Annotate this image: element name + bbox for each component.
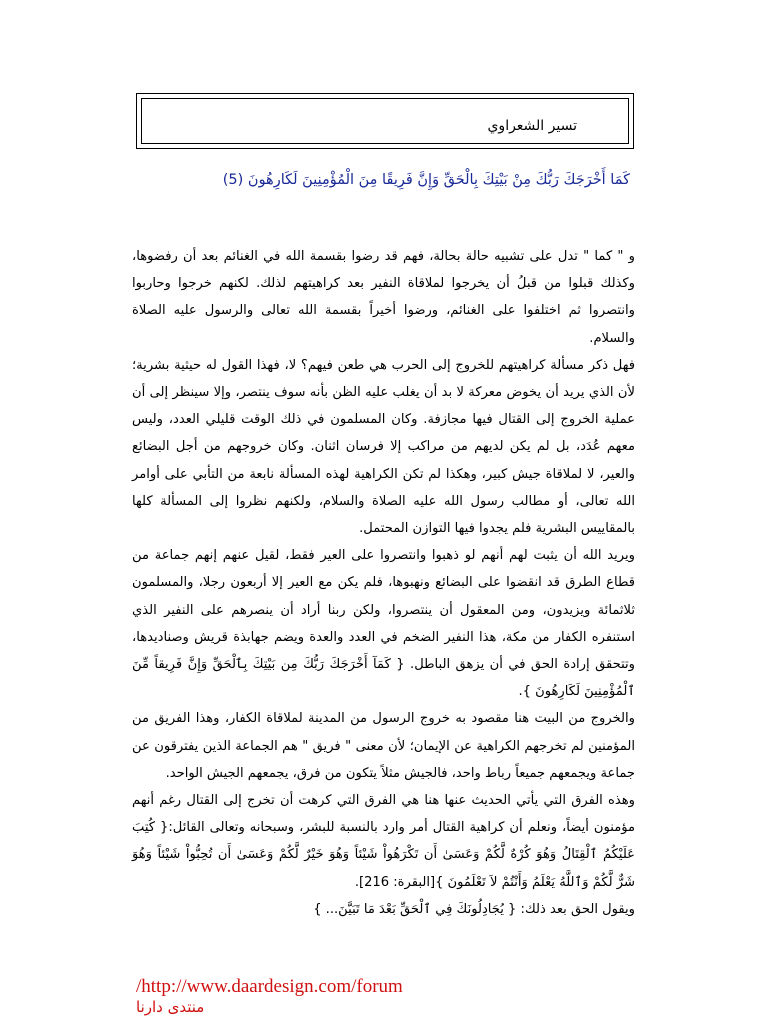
paragraph-1: و " كما " تدل على تشبيه حالة بحالة، فهم قد رضوا بقسمة الله في الغنائم بعد أن رفضوها، وكذلك قبلوا من قبلُ أن يخرجوا لملاقاة النفير بعد كراهيتهم لذلك. لكنهم خرجوا وحاربوا وانتصروا ثم اختلفوا على الغنائم، ورضوا أخيراً بقسمة الله تعالى والرسول عليه الصلاة والسلام. <box>132 249 635 346</box>
paragraph-2: فهل ذكر مسألة كراهيتهم للخروج إلى الحرب هي طعن فيهم؟ لا، فهذا القول له حيثية بشرية؛ لأن الذي يريد أن يخوض معركة لا بد أن يغلب عليه الظن بأنه سوف ينتصر، وإلا سينظر إلى أن عملية الخروج إلى القتال فيها مجازفة. وكان المسلمون في ذلك الوقت قليلي العدد، وليس معهم عُدَد، بل لم يكن لديهم من مراكب إلا فرسان اثنان. وكان خروجهم من أجل البضائع والعير، لا لملاقاة جيش كبير، وهكذا لم تكن الكراهية لهذه المسألة نابعة من التأبي على أوامر الله تعالى، أو مطالب رسول الله عليه الصلاة والسلام، ولكنهم نظروا إلى المسألة كلها بالمقاييس البشرية فلم يجدوا فيها التوازن المحتمل. <box>132 357 635 537</box>
forum-link[interactable]: /http://www.daardesign.com/forum <box>136 976 403 997</box>
tafsir-body <box>132 243 635 923</box>
paragraph-4: والخروج من البيت هنا مقصود به خروج الرسول من المدينة لملاقاة الكفار، وهذا الفريق من المؤمنين لم تخرجهم الكراهية عن الإيمان؛ لأن معنى " فريق " هم الجماعة الذين يفترقون عن جماعة ويجمعهم جميعاً رباط واحد، فالجيش مثلاً يتكون من فرق، يجمعهم الجيش الواحد. <box>132 711 635 781</box>
quran-verse: كَمَا أَخْرَجَكَ رَبُّكَ مِنْ بَيْتِكَ بِالْحَقِّ وَإِنَّ فَرِيقًا مِنَ الْمُؤْمِنِينَ لَكَارِهُونَ (5) <box>222 172 630 188</box>
paragraph-5: وهذه الفرق التي يأتي الحديث عنها هنا هي الفرق التي كرهت أن تخرج إلى القتال رغم أنهم مؤمنون أيضاً، ونعلم أن كراهية القتال أمر وارد بالنسبة للبشر، وسبحانه وتعالى القائل:{ كُتِبَ عَلَيْكُمُ ٱلْقِتَالُ وَهُوَ كُرْهٌ لَّكُمْ وَعَسَىٰ أَن تَكْرَهُواْ شَيْئاً وَهُوَ خَيْرٌ لَّكُمْ وَعَسَىٰ أَن تُحِبُّواْ شَيْئاً وَهُوَ شَرٌّ لَّكُمْ وَٱللَّهُ يَعْلَمُ وَأَنْتُمْ لاَ تَعْلَمُونَ }[البقرة: 216]. <box>132 793 635 890</box>
title-box <box>136 93 634 149</box>
forum-name: منتدى دارنا <box>136 998 205 1016</box>
paragraph-3: ويريد الله أن يثبت لهم أنهم لو ذهبوا وانتصروا على العير فقط، لقيل عنهم إنهم جماعة من قطاع الطرق قد انقضوا على البضائع ونهبوها، فلم يكن مع العير إلا أربعون رجلا، والمسلمون ثلاثمائة ويزيدون، ومن المعقول أن ينتصروا، ولكن ربنا أراد أن ينصرهم على النفير الذي استنفره الكفار من مكة، هذا النفير الضخم في العدد والعدة ويضم جهابذة قريش وصناديدها، وتتحقق إرادة الحق في أن يزهق الباطل. { كَمَآ أَخْرَجَكَ رَبُّكَ مِن بَيْتِكَ بِٱلْحَقِّ وَإِنَّ فَرِيقاً مِّنَ ٱلْمُؤْمِنِينَ لَكَارِهُونَ }. <box>132 548 635 700</box>
paragraph-6: ويقول الحق بعد ذلك: { يُجَادِلُونَكَ فِي ٱلْحَقِّ بَعْدَ مَا تَبَيَّنَ... } <box>313 901 635 917</box>
page-title: تسير الشعراوي <box>487 118 577 134</box>
